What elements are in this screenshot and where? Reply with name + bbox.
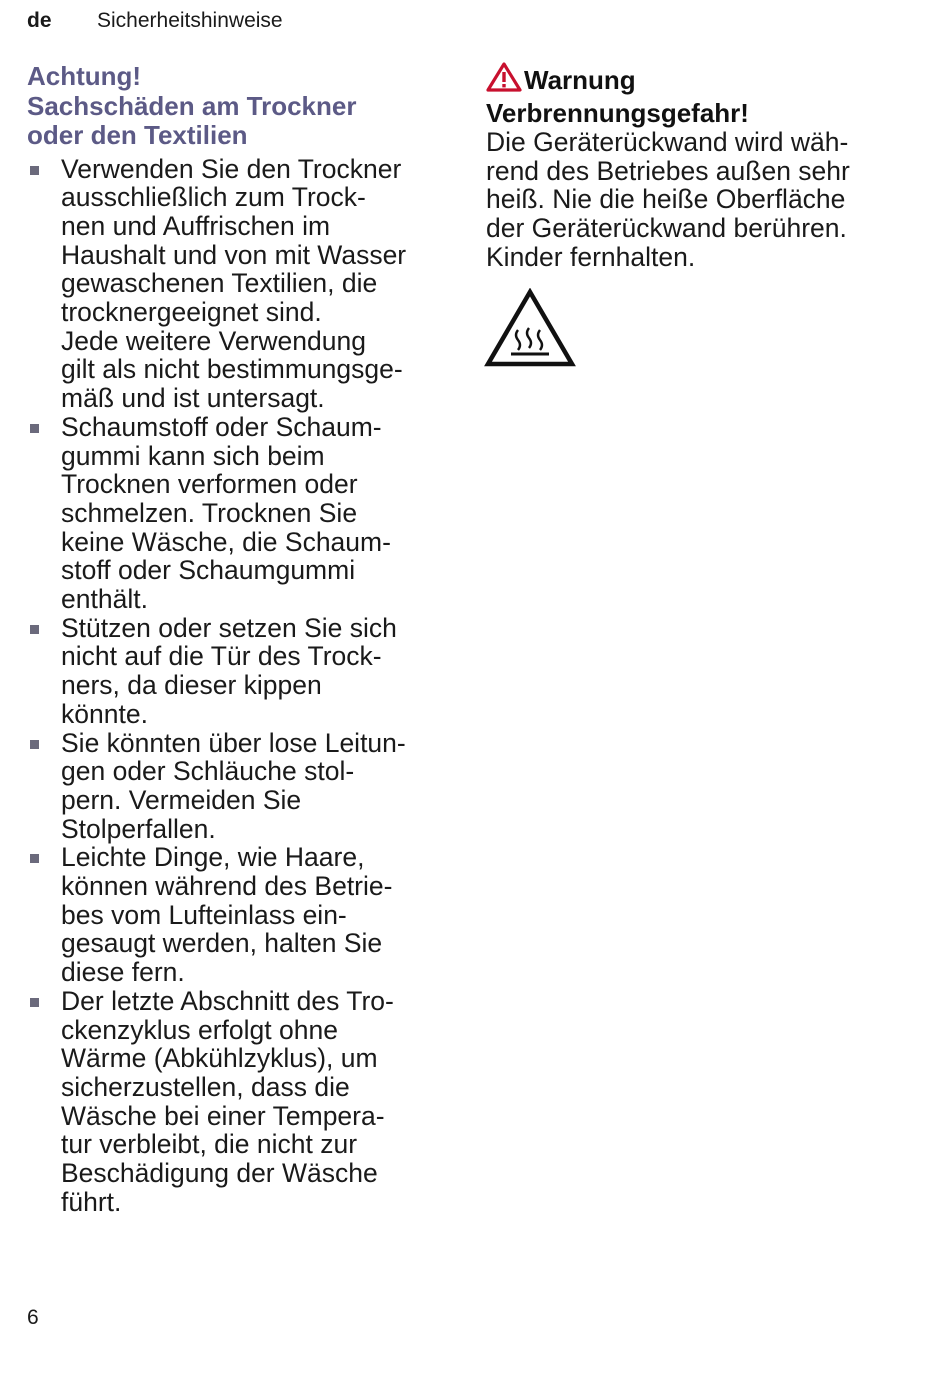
caution-list-item [27,843,447,987]
warning-text-line: der Geräterückwand berühren. [486,213,847,244]
caution-item-line: gewaschenen Textilien, die [61,268,378,299]
caution-item-line: Leichte Dinge, wie Haare, [61,842,365,873]
caution-heading [27,62,447,151]
caution-item-line: enthält. [61,584,148,615]
warning-title: Warnung [524,65,636,95]
warning-text-line: heiß. Nie die heiße Oberfläche [486,184,846,215]
warning-subtitle: Verbrennungsgefahr! [486,97,749,128]
caution-item-line: ckenzyklus erfolgt ohne [61,1014,338,1045]
caution-item-line: Sie könnten über lose Leitun- [61,727,406,758]
caution-list-item [27,614,447,729]
warning-text-line: rend des Betriebes außen sehr [486,155,850,186]
square-bullet-icon [30,998,39,1007]
caution-list [27,155,447,1217]
caution-item-line: bes vom Lufteinlass ein- [61,899,347,930]
warning-triangle-icon [486,62,522,99]
caution-item-line: Beschädigung der Wäsche [61,1158,378,1189]
page-header [27,8,283,34]
section-title: Sicherheitshinweise [97,9,283,32]
page-number: 6 [27,1306,39,1329]
caution-item-line: Stolperfallen. [61,813,216,844]
caution-column [27,62,447,1217]
hot-surface-icon [484,288,906,373]
caution-item-line: diese fern. [61,957,185,988]
square-bullet-icon [30,625,39,634]
caution-item-line: mäß und ist untersagt. [61,383,325,414]
caution-item-line: tur verbleibt, die nicht zur [61,1129,358,1160]
caution-item-line: sicherzustellen, dass die [61,1072,350,1102]
caution-item-line: gen oder Schläuche stol- [61,756,355,787]
caution-item-line: Stützen oder setzen Sie sich [61,612,397,643]
caution-item-line: keine Wäsche, die Schaum- [61,526,391,557]
caution-item-line: Jede weitere Verwendung [61,325,366,356]
caution-list-item [27,729,447,844]
caution-item-line: ausschließlich zum Trock- [61,182,366,213]
caution-item-line: können während des Betrie- [61,871,393,902]
caution-item-line: führt. [61,1186,122,1217]
caution-item-line: Schaumstoff oder Schaum- [61,411,382,442]
language-code: de [27,9,52,32]
warning-column [486,62,906,373]
caution-item-line: gilt als nicht bestimmungsge- [61,354,403,385]
caution-list-item [27,155,447,413]
caution-item-line: ners, da dieser kippen [61,670,322,701]
warning-text [486,128,906,272]
caution-item-line: Wäsche bei einer Tempera- [61,1100,385,1131]
caution-list-item [27,987,447,1217]
caution-item-line: gummi kann sich beim [61,440,325,471]
caution-item-line: könnte. [61,698,148,729]
square-bullet-icon [30,424,39,433]
caution-item-line: nicht auf die Tür des Trock- [61,641,382,672]
caution-item-line: nen und Auffrischen im [61,210,331,241]
square-bullet-icon [30,166,39,175]
caution-item-line: stoff oder Schaumgummi [61,555,356,586]
caution-item-line: Der letzte Abschnitt des Tro- [61,985,394,1016]
caution-item-line: gesaugt werden, halten Sie [61,928,383,959]
caution-heading-line: Achtung! [27,61,142,91]
warning-heading [486,62,906,128]
caution-item-line: trocknergeeignet sind. [61,297,322,328]
caution-heading-line: Sachschäden am Trockner [27,90,357,121]
square-bullet-icon [30,854,39,863]
warning-text-line: Die Geräterückwand wird wäh- [486,127,849,157]
caution-heading-line: oder den Textilien [27,120,248,150]
caution-item-line: Trocknen verformen oder [61,469,358,500]
square-bullet-icon [30,740,39,749]
caution-list-item [27,413,447,614]
warning-text-line: Kinder fernhalten. [486,241,696,272]
caution-item-line: Verwenden Sie den Trockner [61,153,402,184]
caution-item-line: Wärme (Abkühlzyklus), um [61,1043,378,1074]
caution-item-line: schmelzen. Trocknen Sie [61,497,358,528]
caution-item-line: pern. Vermeiden Sie [61,784,302,815]
caution-item-line: Haushalt und von mit Wasser [61,239,407,270]
